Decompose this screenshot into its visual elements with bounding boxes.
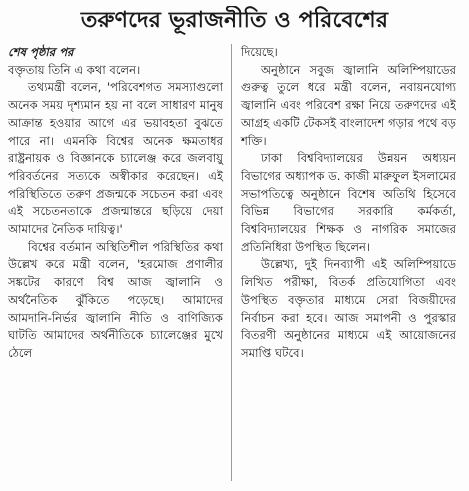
paragraph: অনুষ্ঠানে সবুজ জ্বালানি অলিম্পিয়াডের গুরুত্ব তুলে ধরে মন্ত্রী বলেন, নবায়নযোগ্য জ্বালানি এবং পরিবেশ রক্ষা নিয়ে তরুণদের এই আগ্রহ একটি টেকসই বাংলাদেশ গড়ার পথে বড় শক্তি।	[241, 62, 456, 148]
paragraph: তথ্যমন্ত্রী বলেন, 'পরিবেশগত সমস্যাগুলো অনেক সময় দৃশ্যমান হয় না বলে সাধারণ মানুষ আক্রান্ত হওয়ার আগে এর ভয়াবহতা বুঝতে পারে না। এমনকি বিশ্বের অনেক ক্ষমতাধর রাষ্ট্রনায়ক ও বিজ্ঞানকে চ্যালেঞ্জ করে জলবায়ু পরিবর্তনের সত্যকে অস্বীকার করেছেন। এই পরিস্থিতিতে তরুণ প্রজন্মকে সচেতন করা এবং এই সচেতনতাকে প্রজন্মান্তরে ছড়িয়ে দেয়া আমাদের নৈতিক দায়িত্ব।'	[8, 80, 223, 237]
left-column	[8, 44, 232, 481]
article-columns	[8, 44, 461, 481]
paragraph: দিয়েছে।	[241, 45, 278, 59]
paragraph: বিশ্বের বর্তমান অস্থিতিশীল পরিস্থিতির কথা উল্লেখ করে মন্ত্রী বলেন, 'হরমোজ প্রণালীর সঙ্কটের কারণে বিশ্ব আজ জ্বালানি ও অর্থনৈতিক ঝুঁকিতে পড়েছে। আমাদের আমদানি-নির্ভর জ্বালানি নীতি ও বাণিজ্যিক ঘাটতি আমাদের অর্থনীতিকে চ্যালেঞ্জের মুখে ঠেলে	[8, 239, 223, 360]
paragraph: উল্লেখ্য, দুই দিনব্যাপী এই অলিম্পিয়াডে লিখিত পরীক্ষা, বিতর্ক প্রতিযোগিতা এবং উপস্থিত বক্তৃতার মাধ্যমে সেরা বিজয়ীদের নির্বাচন করা হবে। আজ সমাপনী ও পুরস্কার বিতরণী অনুষ্ঠানের মাধ্যমে এই আয়োজনের সমাপ্তি ঘটবে।	[241, 257, 456, 360]
continued-from-label: শেষ পৃষ্ঠার পর	[8, 45, 74, 59]
right-column	[232, 44, 456, 481]
paragraph: ঢাকা বিশ্ববিদ্যালয়ের উন্নয়ন অধ্যয়ন বিভাগের অধ্যাপক ড. কাজী মারুফুল ইসলামের সভাপতিত্বে অনুষ্ঠানে বিশেষ অতিথি হিসেবে বিভিন্ন বিভাগের সরকারি কর্মকর্তা, বিশ্ববিদ্যালয়ের শিক্ষক ও নাগরিক সমাজের প্রতিনিধিরা উপস্থিত ছিলেন।	[241, 151, 456, 254]
paragraph: বক্তৃতায় তিনি এ কথা বলেন।	[8, 62, 141, 77]
headline: তরুণদের ভূরাজনীতি ও পরিবেশের	[80, 8, 389, 33]
